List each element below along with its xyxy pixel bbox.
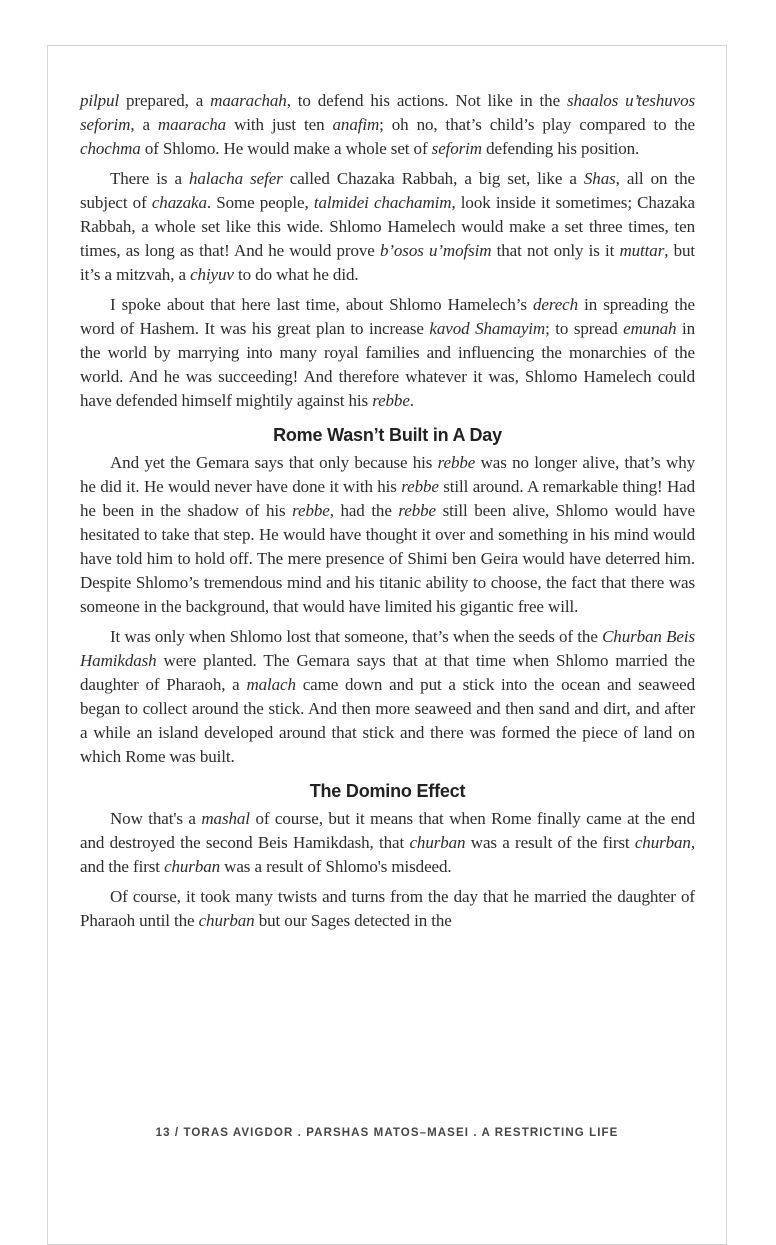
section-heading: The Domino Effect xyxy=(309,781,466,801)
text-segment: called Chazaka Rabbah, a big set, like a xyxy=(282,169,584,188)
text-segment: came down and put a stick into the ocean and seaweed began to collect around the stick. And then more seaweed and then sand and dirt, and after a while an island developed around that stick and there was formed the piece of land on which Rome was built. xyxy=(80,675,695,766)
italic-term: emunah xyxy=(623,319,677,338)
italic-term: churban xyxy=(198,911,255,930)
text-segment: to do what he did. xyxy=(233,265,359,284)
italic-term: Shas xyxy=(583,169,616,188)
italic-term: b’osos u’mofsim xyxy=(379,241,492,260)
text-segment: , and the first xyxy=(80,833,695,876)
paragraph xyxy=(80,885,695,933)
italic-term: maaracha xyxy=(157,115,227,134)
paragraph xyxy=(80,89,695,161)
italic-term: pilpul xyxy=(80,91,120,110)
text-segment: Of course, it took many twists and turns from the day that he married the daughter of Pharaoh until the xyxy=(80,887,695,930)
text-segment: , had the xyxy=(329,501,399,520)
text-segment: was a result of Shlomo's misdeed. xyxy=(220,857,452,876)
text-segment: prepared, a xyxy=(119,91,211,110)
text-segment: still been alive, Shlomo would have hesitated to take that step. He would have thought it over and something in his mind would have told him to hold off. The mere presence of Shimi ben Geira would have deterred him. Despite Shlomo’s tremendous mind and his titanic ability to choose, the fact that there was someone in the background, that would have limited his gigantic free will. xyxy=(80,501,695,616)
italic-term: shaalos u’teshuvos seforim xyxy=(80,91,695,134)
italic-term: rebbe xyxy=(372,391,410,410)
italic-term: halacha sefer xyxy=(188,169,283,188)
italic-term: churban xyxy=(409,833,466,852)
text-segment: , but it’s a mitzvah, a xyxy=(80,241,696,284)
text-segment: Now that's a xyxy=(110,809,202,828)
italic-term: talmidei chachamim xyxy=(313,193,452,212)
text-segment: , to defend his actions. Not like in the xyxy=(286,91,567,110)
italic-term: chiyuv xyxy=(190,265,234,284)
text-segment: with just ten xyxy=(226,115,333,134)
text-segment: There is a xyxy=(110,169,189,188)
italic-term: maarachah xyxy=(210,91,287,110)
paragraph xyxy=(80,293,695,413)
text-segment: was no longer alive, that’s why he did it. He would never have done it with his xyxy=(80,453,696,496)
page-footer: 13 / TORAS AVIGDOR . PARSHAS MATOS–MASEI . A RESTRICTING LIFE xyxy=(155,1127,619,1139)
text-segment: ; to spread xyxy=(545,319,624,338)
italic-term: anafim xyxy=(332,115,380,134)
text-segment: defending his position. xyxy=(481,139,640,158)
italic-term: churban xyxy=(164,857,221,876)
italic-term: kavod Shamayim xyxy=(429,319,546,338)
italic-term: seforim xyxy=(431,139,482,158)
text-segment: It was only when Shlomo lost that someone, that’s when the seeds of the xyxy=(110,627,603,646)
text-segment: but our Sages detected in the xyxy=(254,911,452,930)
text-segment: I spoke about that here last time, about Shlomo Hamelech’s xyxy=(110,295,533,314)
italic-term: churban xyxy=(634,833,691,852)
text-segment: were planted. The Gemara says that at that time when Shlomo married the daughter of Pharaoh, a xyxy=(80,651,695,694)
text-segment: of course, but it means that when Rome finally came at the end and destroyed the second Beis Hamikdash, that xyxy=(80,809,695,852)
text-segment: , look inside it sometimes; Chazaka Rabbah, a whole set like this wide. Shlomo Hamelech would make a set three times, ten times, as long as that! And he would prove xyxy=(80,193,695,260)
italic-term: rebbe xyxy=(292,501,330,520)
text-segment: in spreading the word of Hashem. It was his great plan to increase xyxy=(80,295,695,338)
text-segment: , a xyxy=(130,115,158,134)
italic-term: chochma xyxy=(80,139,141,158)
page-body xyxy=(48,46,726,933)
italic-term: rebbe xyxy=(437,453,476,472)
text-segment: And yet the Gemara says that only because his xyxy=(110,453,438,472)
text-segment: of Shlomo. He would make a whole set of xyxy=(140,139,432,158)
italic-term: mashal xyxy=(201,809,250,828)
paragraph xyxy=(80,807,695,879)
italic-term: malach xyxy=(246,675,296,694)
italic-term: chazaka xyxy=(151,193,207,212)
italic-term: derech xyxy=(532,295,578,314)
paragraph xyxy=(80,451,695,619)
italic-term: muttar xyxy=(619,241,665,260)
section-heading: Rome Wasn’t Built in A Day xyxy=(273,425,502,445)
italic-term: rebbe xyxy=(398,501,436,520)
text-segment: in the world by marrying into many royal families and influencing the monarchies of the world. And he was succeeding! And therefore whatever it was, Shlomo Hamelech could have defended himself mightily against his xyxy=(80,319,695,410)
text-segment: was a result of the first xyxy=(465,833,635,852)
paragraph xyxy=(80,167,695,287)
text-segment: . xyxy=(409,391,414,410)
text-segment: , all on the subject of xyxy=(80,169,695,212)
text-segment: ; oh no, that’s child’s play compared to the xyxy=(379,115,695,134)
italic-term: rebbe xyxy=(401,477,439,496)
text-segment: . Some people, xyxy=(206,193,314,212)
italic-term: Churban Beis Hamikdash xyxy=(80,627,695,670)
text-segment: still around. A remarkable thing! Had he been in the shadow of his xyxy=(80,477,695,520)
document-page xyxy=(47,45,727,1245)
text-segment: that not only is it xyxy=(491,241,620,260)
paragraph xyxy=(80,625,695,769)
